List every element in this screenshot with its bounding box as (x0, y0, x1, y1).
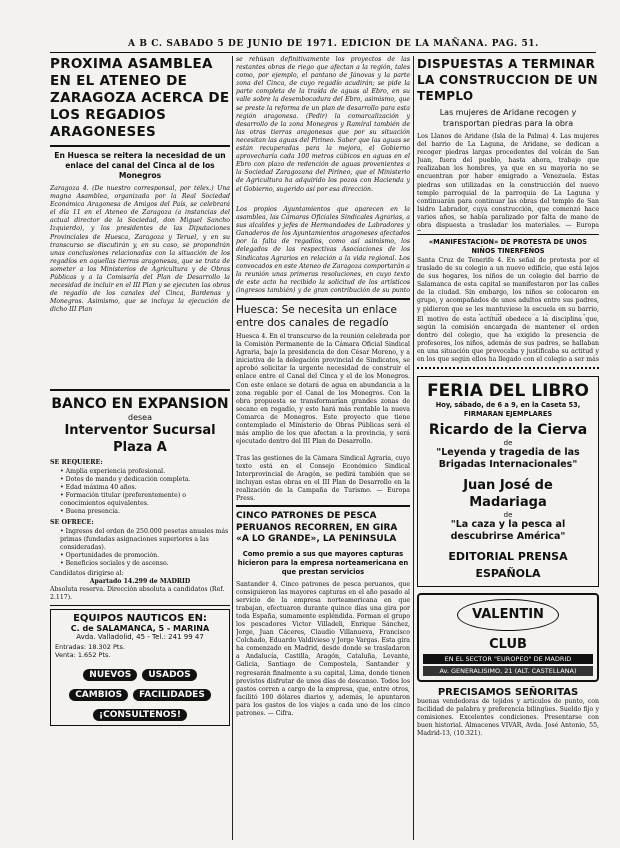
nautica-pill-usados: USADOS (142, 669, 196, 681)
precisamos-ad (417, 687, 599, 746)
bank-requirements (60, 468, 230, 516)
divider (236, 298, 410, 300)
valentin-club-ad (417, 593, 599, 682)
nautica-entrada: Entradas: 18.302 Pts. (55, 643, 125, 652)
headline-huesca-enlace: Huesca: Se necesita un enlace entre dos canales de regadío (236, 304, 397, 329)
article-huesca-body-2: Tras las gestiones de la Cámara Sindical Agraria, cuyo texto está en el Consejo Económico Sindical Interprovincial de Aragón, se pedirá también que se incluyan estas obras en el III Plan de Desarrollo en la realización de la Campaña de Turismo. — Europa Press. (236, 455, 410, 501)
headline-templo: DISPUESTAS A TERMINAR LA CONSTRUCCION DE UN TEMPLO (417, 57, 598, 103)
feria-title: FERIA DEL LIBRO (427, 381, 589, 401)
list-item: • Beneficios sociales y de ascenso. (60, 560, 230, 568)
article-ateneo-cont-2: Los propios Ayuntamientos que aparecen en la asamblea, las Cámaras Oficiales Sindicales Agrarias, a sus alcaldes y jefes de Hermandades de Labradores y Ganaderos de los Ayuntamientos aragoneses afectados por la falta de regadíos, como así asimismo, los delegados de las respectivas Asociaciones de los Sindicatos Agrarios en relación a la vida regional. Los convocados en este Ateneo de Zaragoza comportarán a la reunión unas primeras resoluciones, en cuyo texto de este acto ha recibido la solicitud de los artísticos (ingresos también) y de gran contribución de su punto (236, 206, 410, 294)
list-item: • Edad máxima 40 años. (60, 484, 230, 492)
list-item: • Dotes de mando y dedicación completa. (60, 476, 230, 484)
bank-plaza: Plaza A (113, 440, 167, 455)
list-item: • Oportunidades de promoción. (60, 552, 230, 560)
column-1 (50, 56, 230, 726)
divider (50, 605, 230, 606)
feria-author-2: Juan José de Madariaga (463, 478, 553, 510)
valentin-band-2: Av. GENERALISIMO, 21 (ALT. CASTELLANA) (423, 666, 593, 676)
feria-publisher: EDITORIAL PRENSA ESPAÑOLA (448, 550, 568, 580)
bank-footer-2: Apartado 14.299 de MADRID (89, 578, 191, 586)
bank-ofrece-label: SE OFRECE: (50, 519, 94, 526)
subhead-huesca: En Huesca se reitera la necesidad de un enlace del canal del Cinca al de los Monegros (54, 151, 226, 180)
feria-de-1: de (503, 439, 513, 447)
feria-author-1: Ricardo de la Cierva (428, 422, 588, 438)
column-2 (236, 56, 410, 737)
bank-ad (50, 395, 230, 602)
nautica-ad (50, 609, 230, 726)
headline-manifestacion: «MANIFESTACION» DE PROTESTA DE UNOS NIÑOS TINERFEÑOS (428, 238, 588, 255)
subhead-cinco-patrones: Como premio a sus que mayores capturas hicieron para la empresa norteamericana en que prestan servicios (237, 549, 409, 576)
article-huesca-body: Huesca 4. En el transcurso de la reunión celebrada por la Comisión Permanente de la Cámara Oficial Sindical Agraria, bajo la presidencia de don César Moreno, y a iniciativa de la delegación provincial de Sindicatos, se aprobó solicitar la urgente necesidad de construir el enlace entre el Canal del Cinca y el de los Monegros. Con este enlace se dotará de agua en abundancia a la zona regable por el Canal de los Monegros. Con la obra propuesta se transformarían grandes zonas de secano en regadío, y esto hará más rentable la nueva Comarca de Monegros. Este proyecto que tiene contemplado el Ministerio de Obras Públicas será el más amplio de los que afectan a la provincia, y será ejecutado dentro del III Plan de Desarrollo. (236, 333, 410, 446)
article-templo-body: Los Llanos de Aridane (Isla de la Palma) 4. Las mujeres del barrio de La Laguna, de Aridane, se dedican a recoger piedras largas procedentes del volcán de San Juan, fuera del pueblo, hasta ahora, trabajo que realizaban los hombres, ya que en su mayoría no se encuentran por haber emigrado a Venezuela. Estas piedras son utilizadas en la construcción del nuevo templo parroquial de la parroquia de La Laguna y continuarán para continuar las obras del templo de San Isidro Labrador, cuya construcción, que comenzó hace varios años, se había paralizado por falta de mano de obra dispuesta a trasladar los materiales. — Europa (417, 133, 599, 230)
subhead-templo: Las mujeres de Aridane recogen y transportan piedras para la obra (439, 108, 577, 128)
bank-footer-3: Absoluta reserva. Dirección absoluta a candidatos (Ref. 2.117). (50, 586, 225, 602)
divider (50, 145, 230, 147)
valentin-logo: VALENTIN CLUB (457, 599, 559, 631)
divider-dotted (417, 367, 599, 373)
masthead: A B C. SABADO 5 DE JUNIO DE 1971. EDICION DE LA MAÑANA. PAG. 51. (128, 39, 539, 49)
list-item: • Formación titular (preferentemente) o conocimientos equivalentes. (60, 492, 230, 508)
valentin-band-1: EN EL SECTOR "EUROPEO" DE MADRID (423, 654, 593, 664)
nautica-line2: Avda. Valladolid, 45 - Tel.: 241 99 47 (76, 633, 204, 642)
bank-footer-1: Candidatos dirigirse al: (50, 570, 124, 577)
nautica-pill-nuevos: NUEVOS (83, 669, 137, 681)
feria-hoy: Hoy, sábado, de 6 a 9, en la Caseta 53, FIRMARAN EJEMPLARES (435, 401, 581, 418)
bank-role: Interventor Sucursal (64, 423, 216, 438)
headline-cinco-patrones: CINCO PATRONES DE PESCA PERUANOS RECORREN, EN GIRA «A LO GRANDE», LA PENINSULA (236, 511, 398, 544)
divider (417, 234, 599, 235)
feria-libro-ad (417, 376, 599, 587)
nautica-pill-consultenos: ¡CONSULTENOS! (93, 709, 187, 721)
bank-desea: desea (128, 413, 152, 422)
article-ateneo-cont: se rehúsan definitivamente los proyectos de las restantes obras de riego que afectan a la región, tales como, por ejemplo, el pantano de Jánovas y la parte zona del Cinca, de cuyo regadío acudirán; se pide la parte completa de la traída de aguas al Ebro, en su valle sobre la desembocadura del Ebro, asimismo, que se preste la reforma de un plan de desarrollo para esta región aragonesa. (Pedir) la comarcalización y desarrollo de la zona Monegros y Ramíral también de las otras tierras aragonesas que por su situación necesitan las aguas del Pirineo. Saber que las aguas se están recuperadas para la mejora, el Gobierno aprovecharía cada 100 metros cúbicos en aguas en el Ebro con plazo de redención de aguas provenientes a la Sociedad Zaragozana del Pirineo, que el Ministerio de Agricultura ha adquirido los pozos con Hacienda y el Gobierno, sugerido así por esa dirección. (236, 56, 410, 193)
divider (236, 505, 410, 507)
precisamos-title: PRECISAMOS SEÑORITAS (437, 687, 579, 698)
nautica-line1: C. de SALAMANCA, 5 - MARINA (70, 624, 210, 634)
headline-ateneo: PROXIMA ASAMBLEA EN EL ATENEO DE ZARAGOZA ACERCA DE LOS REGADIOS ARAGONESES (50, 56, 230, 140)
bank-offers (60, 528, 230, 568)
feria-book-2: "La caza y la pesca al descubrirse América" (450, 519, 566, 542)
column-rule-1 (232, 56, 233, 840)
nautica-pill-facilidades: FACILIDADES (133, 689, 211, 701)
nautica-pill-cambios: CAMBIOS (69, 689, 128, 701)
divider (50, 389, 230, 391)
list-item: • Ingresos del orden de 250.000 pesetas anuales más primas (fundadas asignaciones superiores a las consideradas). (60, 528, 230, 552)
list-item: • Amplia experiencia profesional. (60, 468, 230, 476)
article-ateneo-body: Zaragoza 4. (De nuestro corresponsal, por télex.) Una magna Asamblea, organizada por la Real Sociedad Económica Aragonesa de Amigos del País, se celebrará el día 11 en el Ateneo de Zaragoza (a instancias del actual director de la Sociedad, don Miguel Sancho Izquierdo), y los presidentes de las Diputaciones Provinciales de Huesca, Zaragoza y Teruel, y en su transcurso se discutirán y, en su caso, se propondrán unas conclusiones relacionadas con la situación de los regadíos en aquellas tierras aragonesas, que se trata de someter a los Ministerios de Agricultura y de Obras Públicas y a la Comisaría del Plan de Desarrollo la necesidad de incluir en el III Plan y se ejecuten las obras de regadío de los canales del Cinca, Bardenas y Monegros. Asimismo, que se incluya la ejecución de dicho III Plan (50, 185, 230, 314)
precisamos-body: buenas vendedoras de tejidos y artículos de punto, con facilidad de palabra y preferencia bilingües. Sueldo fijo y comisiones. Excelentes condiciones. Presentarse con buen historial. Almacenes VIVAR, Avda. José Antonio, 55, Madrid-13, (10.321). (417, 698, 599, 738)
nautica-venta: Venta: 1.652 Pts. (55, 651, 111, 660)
column-rule-2 (413, 56, 414, 840)
bank-requiere-label: SE REQUIERE: (50, 459, 103, 466)
feria-book-1: "Leyenda y tragedia de las Brigadas Internacionales" (436, 447, 580, 470)
nautica-title: EQUIPOS NAUTICOS EN: (73, 613, 207, 625)
article-cinco-body: Santander 4. Cinco patrones de pesca peruanos, que consiguieron las mayores capturas en el año pasado al servicio de la empresa norteamericana en que trabajan, efectuaron durante quince días una gira por toda España, sumamente espléndida. Forman el grupo los pescadores Victor Villadeli, Enrique Sánchez, Jorge, Juan Cáceres, Claudio Villanueva, Francisco Colchado, Eduardo Valdivieso y Jorge Vargas. Esta gira ha comenzado en Madrid, desde donde se trasladaron a Andalucía, Castilla, Aragón, Cataluña, Levante, Galicia, Santiago de Compostela, Santander y regresarán finalmente a su capital, Lima, donde tienen previstos disfrutar de unos días de descanso. Todos los gastos corren a cargo de la empresa, que, entre otros, facilitó 100 dólares diarios y, además, le apuntaron para los gastos de los viajes a cada uno de los cinco patrones. — Cifra. (236, 580, 410, 717)
column-3 (417, 56, 599, 746)
feria-de-2: de (503, 511, 513, 519)
article-manif-body-2: El motivo de esta actitud obedece a la disciplina que, según la comisión encargada de mantener el orden dentro del colegio, que ha exigido la presencia de profesores, los niños, además de sus padres, se hallaban en una situación que provocaba y justificaba su actitud y en los que según ellos ha llegado con el colegio a ser más (417, 316, 599, 364)
list-item: • Buena presencia. (60, 508, 230, 516)
article-manif-body: Santa Cruz de Tenerife 4. En señal de protesta por el traslado de su colegio a un nuevo edificio, que está lejos de sus hogares, los niños de un colegio del barrio de Salamanca de esta capital se manifestaron por las calles de la ciudad. Sin embargo, los niños se colocaron en grupo, y acompañados de unos adultos entre sus padres, y pidieron que se les mantuviese la escuela en su barrio, (417, 257, 599, 313)
bank-title: BANCO EN EXPANSION (51, 396, 229, 412)
masthead-rule (50, 52, 596, 53)
